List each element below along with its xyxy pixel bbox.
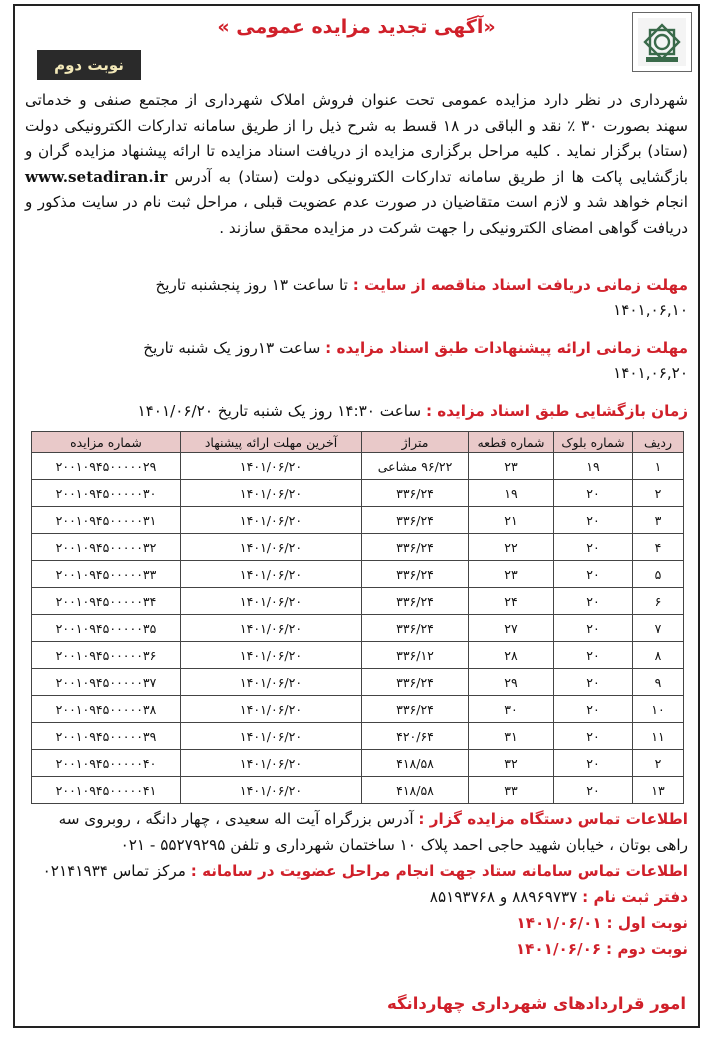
cell-auction-number: ۲۰۰۱۰۹۴۵۰۰۰۰۰۳۹ bbox=[32, 723, 181, 750]
cell-auction-number: ۲۰۰۱۰۹۴۵۰۰۰۰۰۳۳ bbox=[32, 561, 181, 588]
cell-row-number: ۳ bbox=[633, 507, 684, 534]
body-paragraph-continued: انجام خواهد شد و لازم است متقاضیان در صورت عدم عضویت قبلی ، مراحل ثبت نام در سایت مذکور و دریافت گواهی امضای الکترونیکی را جهت شرکت در مزایده محقق سازند . bbox=[25, 193, 688, 237]
cell-block: ۱۹ bbox=[554, 453, 633, 480]
cell-area: ۳۳۶/۲۴ bbox=[362, 696, 469, 723]
cell-block: ۲۰ bbox=[554, 507, 633, 534]
cell-parcel: ۲۲ bbox=[469, 534, 554, 561]
cell-auction-number: ۲۰۰۱۰۹۴۵۰۰۰۰۰۲۹ bbox=[32, 453, 181, 480]
cell-row-number: ۷ bbox=[633, 615, 684, 642]
cell-area: ۹۶/۲۲ مشاعی bbox=[362, 453, 469, 480]
body-paragraph: شهرداری در نظر دارد مزایده عمومی تحت عنوان فروش املاک شهرداری از مجتمع صنفی و خدماتی سهند بصورت ۳۰ ٪ نقد و الباقی در ۱۸ قسط به شرح ذیل را از طریق سامانه تدارکات الکترونیکی دولت (ستاد) برگزار نماید . کلیه مراحل برگزاری مزایده از دریافت اسناد مزایده تا ارائه پیشنهاد مزایده گران و بازگشایی پاکت ها از طریق سامانه تدارکات الکترونیکی دولت (ستاد) به آدرس bbox=[25, 91, 689, 186]
col-header-deadline: آخرین مهلت ارائه پیشنهاد bbox=[181, 432, 362, 453]
cell-row-number: ۸ bbox=[633, 642, 684, 669]
offer-deadline-value: ساعت ۱۳روز یک شنبه تاریخ bbox=[143, 339, 321, 357]
table-row bbox=[32, 777, 684, 804]
cell-area: ۴۱۸/۵۸ bbox=[362, 777, 469, 804]
setad-url-link[interactable]: www.setadiran.ir bbox=[25, 167, 168, 186]
cell-parcel: ۲۹ bbox=[469, 669, 554, 696]
cell-block: ۲۰ bbox=[554, 696, 633, 723]
cell-parcel: ۲۳ bbox=[469, 453, 554, 480]
cell-row-number: ۱۰ bbox=[633, 696, 684, 723]
table-row bbox=[32, 507, 684, 534]
issuer-signature: امور قراردادهای شهرداری چهاردانگه bbox=[386, 994, 686, 1013]
registration-office-value: ۸۸۹۶۹۷۳۷ و ۸۵۱۹۳۷۶۸ bbox=[429, 888, 578, 906]
cell-area: ۴۲۰/۶۴ bbox=[362, 723, 469, 750]
table-body bbox=[32, 453, 684, 804]
setad-contact-label: اطلاعات تماس سامانه ستاد جهت انجام مراحل عضویت در سامانه : bbox=[190, 862, 688, 880]
second-publication-date: ۱۴۰۱/۰۶/۰۶ bbox=[515, 940, 602, 958]
cell-deadline: ۱۴۰۱/۰۶/۲۰ bbox=[181, 588, 362, 615]
offer-deadline-date: ۱۴۰۱,۰۶,۲۰ bbox=[613, 364, 688, 382]
col-header-parcel: شماره قطعه bbox=[469, 432, 554, 453]
cell-row-number: ۶ bbox=[633, 588, 684, 615]
cell-deadline: ۱۴۰۱/۰۶/۲۰ bbox=[181, 696, 362, 723]
doc-deadline-value: تا ساعت ۱۳ روز پنجشنبه تاریخ bbox=[155, 276, 348, 294]
cell-parcel: ۲۸ bbox=[469, 642, 554, 669]
cell-block: ۲۰ bbox=[554, 534, 633, 561]
cell-area: ۳۳۶/۲۴ bbox=[362, 615, 469, 642]
cell-row-number: ۹ bbox=[633, 669, 684, 696]
cell-deadline: ۱۴۰۱/۰۶/۲۰ bbox=[181, 669, 362, 696]
cell-block: ۲۰ bbox=[554, 480, 633, 507]
col-header-block: شماره بلوک bbox=[554, 432, 633, 453]
cell-parcel: ۳۰ bbox=[469, 696, 554, 723]
cell-auction-number: ۲۰۰۱۰۹۴۵۰۰۰۰۰۳۴ bbox=[32, 588, 181, 615]
round-badge: نوبت دوم bbox=[37, 50, 141, 80]
org-contact-label: اطلاعات تماس دستگاه مزایده گزار : bbox=[418, 810, 688, 828]
cell-auction-number: ۲۰۰۱۰۹۴۵۰۰۰۰۰۳۵ bbox=[32, 615, 181, 642]
cell-block: ۲۰ bbox=[554, 723, 633, 750]
cell-deadline: ۱۴۰۱/۰۶/۲۰ bbox=[181, 480, 362, 507]
cell-deadline: ۱۴۰۱/۰۶/۲۰ bbox=[181, 453, 362, 480]
cell-deadline: ۱۴۰۱/۰۶/۲۰ bbox=[181, 561, 362, 588]
cell-auction-number: ۲۰۰۱۰۹۴۵۰۰۰۰۰۳۸ bbox=[32, 696, 181, 723]
auction-table bbox=[31, 431, 684, 804]
doc-deadline bbox=[25, 273, 688, 323]
table-row bbox=[32, 642, 684, 669]
cell-parcel: ۱۹ bbox=[469, 480, 554, 507]
table-row bbox=[32, 480, 684, 507]
notice-body bbox=[25, 88, 688, 242]
registration-office-label: دفتر ثبت نام : bbox=[582, 888, 688, 906]
table-row bbox=[32, 696, 684, 723]
cell-deadline: ۱۴۰۱/۰۶/۲۰ bbox=[181, 777, 362, 804]
registration-office bbox=[25, 884, 688, 910]
notice-title: «آگهی تجدید مزایده عمومی » bbox=[217, 16, 496, 38]
cell-parcel: ۳۳ bbox=[469, 777, 554, 804]
table-row bbox=[32, 615, 684, 642]
first-publication-date: ۱۴۰۱/۰۶/۰۱ bbox=[516, 914, 602, 932]
table-row bbox=[32, 669, 684, 696]
cell-auction-number: ۲۰۰۱۰۹۴۵۰۰۰۰۰۳۷ bbox=[32, 669, 181, 696]
setad-contact bbox=[25, 858, 688, 884]
second-publication bbox=[25, 936, 688, 962]
table-row bbox=[32, 534, 684, 561]
table-row bbox=[32, 750, 684, 777]
cell-area: ۳۳۶/۲۴ bbox=[362, 507, 469, 534]
cell-auction-number: ۲۰۰۱۰۹۴۵۰۰۰۰۰۴۰ bbox=[32, 750, 181, 777]
cell-row-number: ۲ bbox=[633, 750, 684, 777]
cell-auction-number: ۲۰۰۱۰۹۴۵۰۰۰۰۰۳۰ bbox=[32, 480, 181, 507]
cell-auction-number: ۲۰۰۱۰۹۴۵۰۰۰۰۰۳۱ bbox=[32, 507, 181, 534]
cell-parcel: ۲۳ bbox=[469, 561, 554, 588]
table-row bbox=[32, 588, 684, 615]
cell-block: ۲۰ bbox=[554, 777, 633, 804]
opening-time bbox=[25, 399, 688, 424]
org-contact bbox=[25, 806, 688, 858]
cell-auction-number: ۲۰۰۱۰۹۴۵۰۰۰۰۰۳۶ bbox=[32, 642, 181, 669]
cell-parcel: ۳۱ bbox=[469, 723, 554, 750]
cell-deadline: ۱۴۰۱/۰۶/۲۰ bbox=[181, 507, 362, 534]
cell-parcel: ۲۷ bbox=[469, 615, 554, 642]
cell-auction-number: ۲۰۰۱۰۹۴۵۰۰۰۰۰۴۱ bbox=[32, 777, 181, 804]
table-row bbox=[32, 723, 684, 750]
org-contact-value: آدرس بزرگراه آیت اله سعیدی ، چهار دانگه ، روبروی سه راهی بوتان ، خیابان شهید حاجی احمد پلاک ۱۰ ساختمان شهرداری و تلفن ۵۵۲۷۹۲۹۵ - ۰۲۱ bbox=[58, 810, 688, 854]
cell-area: ۳۳۶/۲۴ bbox=[362, 561, 469, 588]
cell-deadline: ۱۴۰۱/۰۶/۲۰ bbox=[181, 642, 362, 669]
notice-frame bbox=[13, 4, 700, 1028]
first-publication-label: نوبت اول : bbox=[606, 914, 688, 932]
cell-block: ۲۰ bbox=[554, 615, 633, 642]
col-header-auction-number: شماره مزایده bbox=[32, 432, 181, 453]
cell-deadline: ۱۴۰۱/۰۶/۲۰ bbox=[181, 750, 362, 777]
cell-row-number: ۵ bbox=[633, 561, 684, 588]
cell-block: ۲۰ bbox=[554, 561, 633, 588]
cell-parcel: ۲۴ bbox=[469, 588, 554, 615]
cell-row-number: ۱۱ bbox=[633, 723, 684, 750]
second-publication-label: نوبت دوم : bbox=[605, 940, 688, 958]
cell-auction-number: ۲۰۰۱۰۹۴۵۰۰۰۰۰۳۲ bbox=[32, 534, 181, 561]
opening-time-label: زمان بازگشایی طبق اسناد مزایده : bbox=[425, 402, 688, 420]
cell-area: ۴۱۸/۵۸ bbox=[362, 750, 469, 777]
cell-area: ۳۳۶/۲۴ bbox=[362, 480, 469, 507]
cell-row-number: ۱ bbox=[633, 453, 684, 480]
col-header-area: متراژ bbox=[362, 432, 469, 453]
cell-deadline: ۱۴۰۱/۰۶/۲۰ bbox=[181, 534, 362, 561]
doc-deadline-date: ۱۴۰۱,۰۶,۱۰ bbox=[613, 301, 688, 319]
offer-deadline bbox=[25, 336, 688, 386]
offer-deadline-label: مهلت زمانی ارائه پیشنهادات طبق اسناد مزایده : bbox=[325, 339, 688, 357]
cell-area: ۳۳۶/۲۴ bbox=[362, 534, 469, 561]
table-row bbox=[32, 453, 684, 480]
cell-row-number: ۲ bbox=[633, 480, 684, 507]
cell-block: ۲۰ bbox=[554, 588, 633, 615]
cell-deadline: ۱۴۰۱/۰۶/۲۰ bbox=[181, 615, 362, 642]
cell-deadline: ۱۴۰۱/۰۶/۲۰ bbox=[181, 723, 362, 750]
setad-contact-value: مرکز تماس ۰۲۱۴۱۹۳۴ bbox=[42, 862, 186, 880]
cell-area: ۳۳۶/۱۲ bbox=[362, 642, 469, 669]
cell-block: ۲۰ bbox=[554, 642, 633, 669]
cell-area: ۳۳۶/۲۴ bbox=[362, 588, 469, 615]
municipality-logo-icon bbox=[632, 12, 692, 72]
opening-time-value: ساعت ۱۴:۳۰ روز یک شنبه تاریخ ۱۴۰۱/۰۶/۲۰ bbox=[137, 402, 422, 420]
cell-parcel: ۲۱ bbox=[469, 507, 554, 534]
first-publication bbox=[25, 910, 688, 936]
cell-row-number: ۴ bbox=[633, 534, 684, 561]
doc-deadline-label: مهلت زمانی دریافت اسناد مناقصه از سایت : bbox=[352, 276, 688, 294]
cell-block: ۲۰ bbox=[554, 750, 633, 777]
cell-area: ۳۳۶/۲۴ bbox=[362, 669, 469, 696]
cell-block: ۲۰ bbox=[554, 669, 633, 696]
table-header-row bbox=[32, 432, 684, 453]
table-row bbox=[32, 561, 684, 588]
cell-parcel: ۳۲ bbox=[469, 750, 554, 777]
col-header-row-number: ردیف bbox=[633, 432, 684, 453]
cell-row-number: ۱۳ bbox=[633, 777, 684, 804]
